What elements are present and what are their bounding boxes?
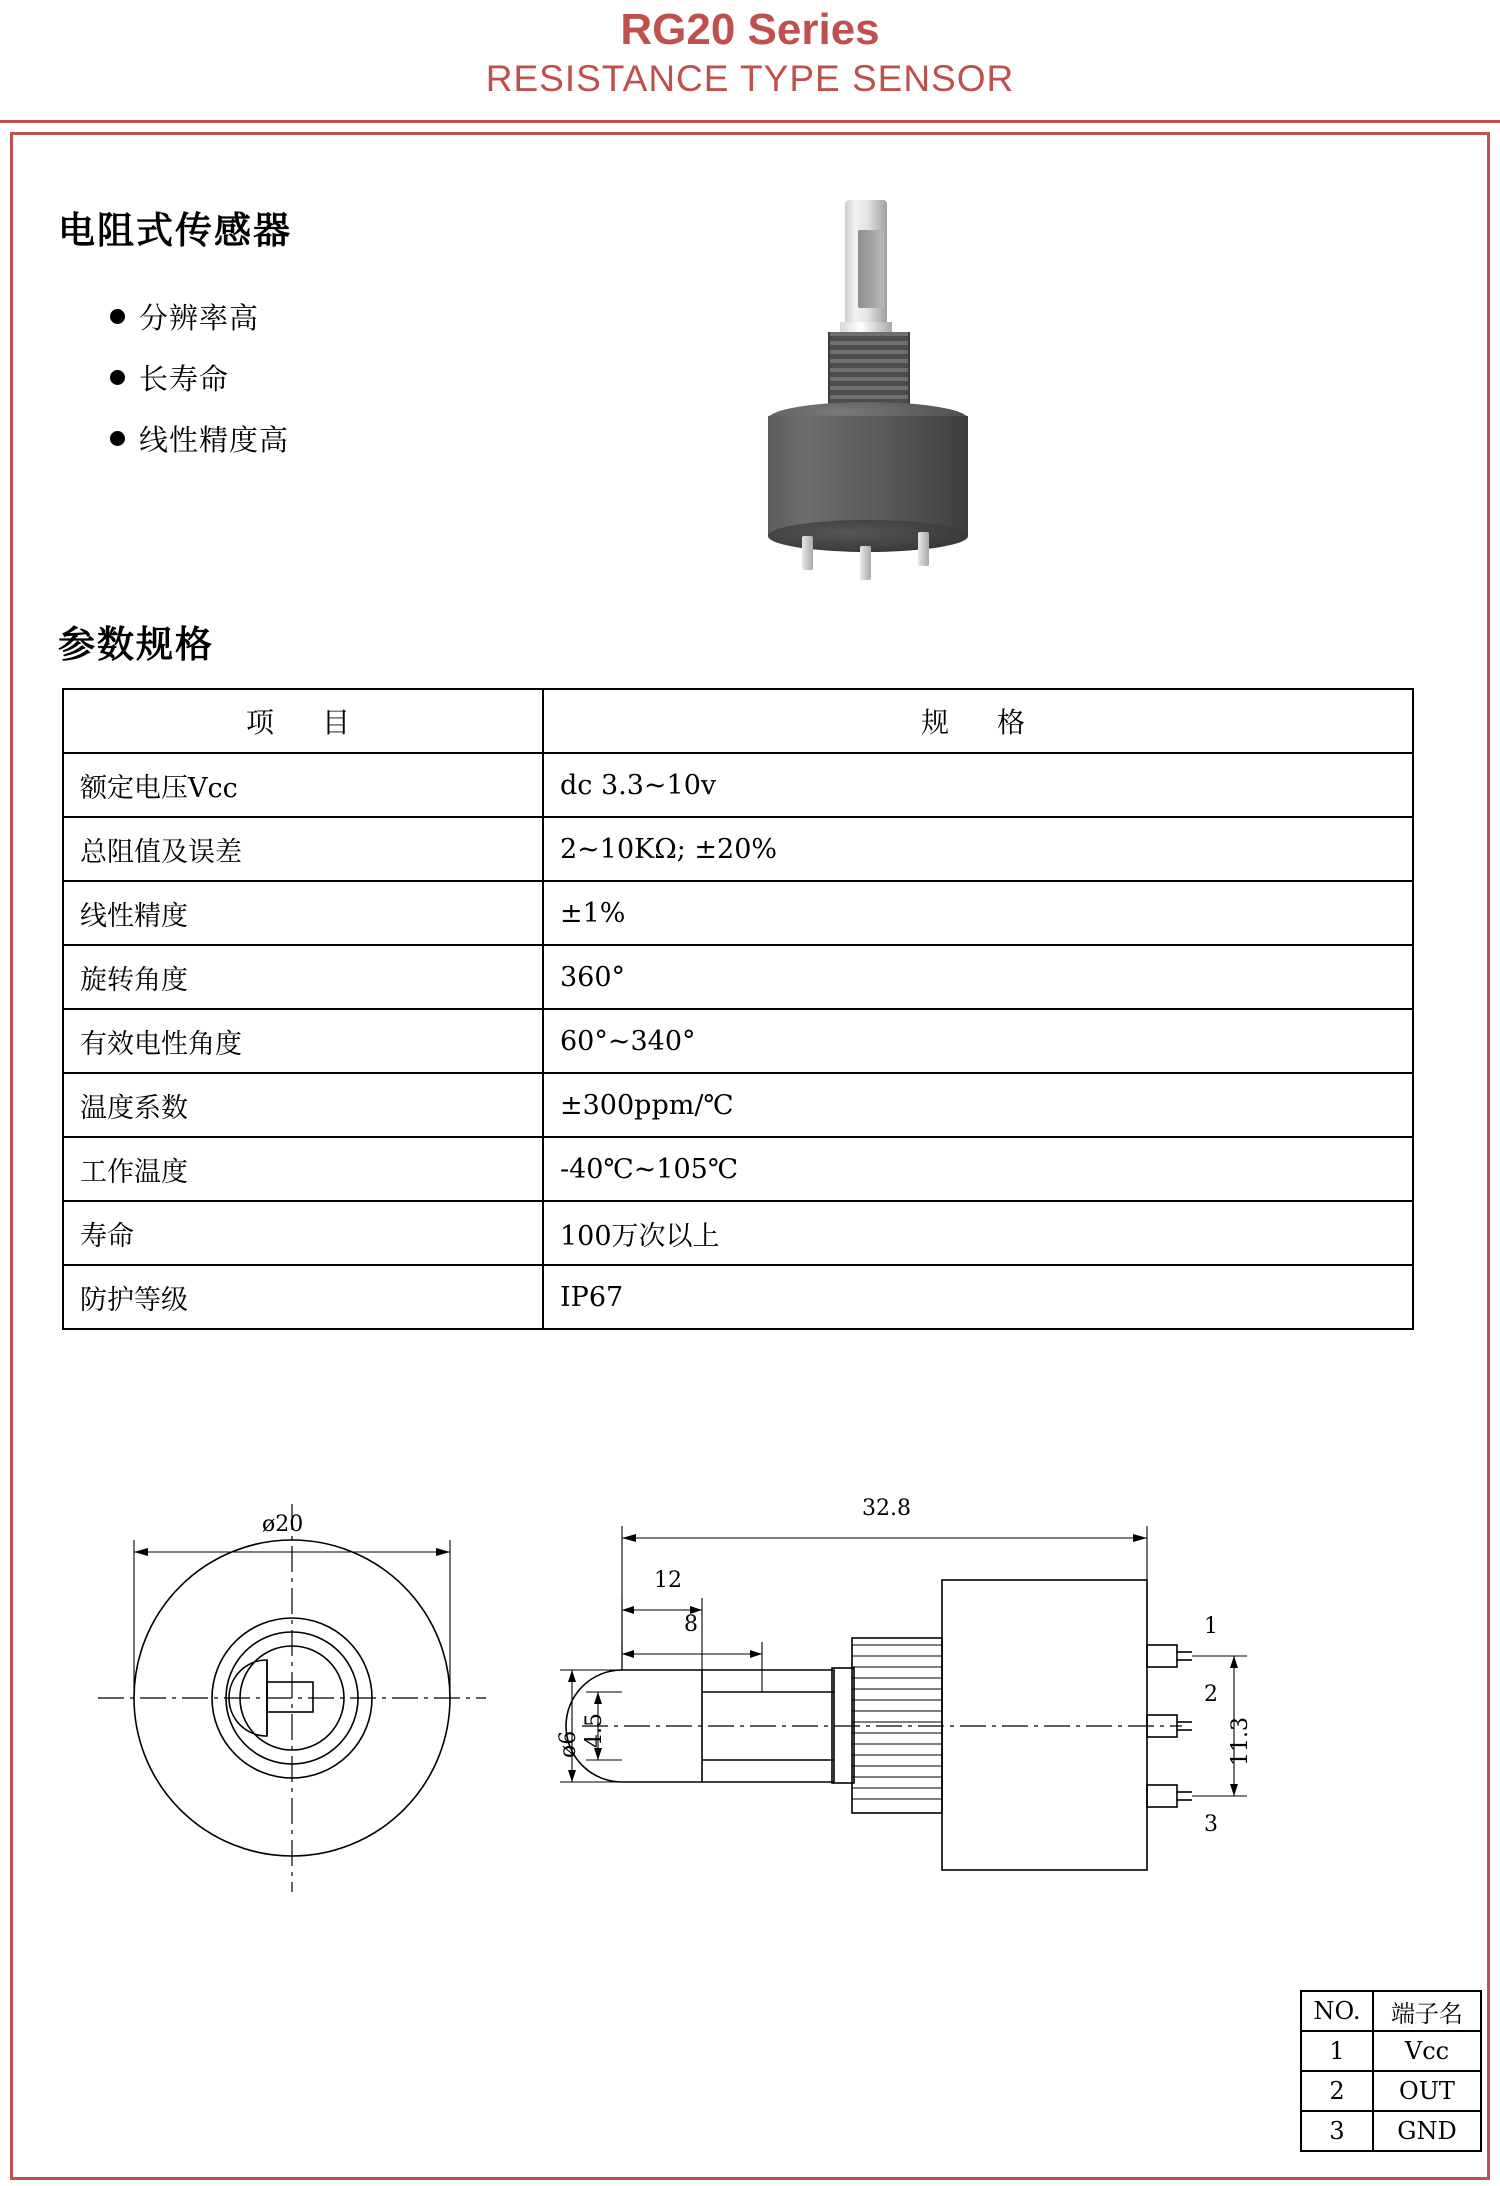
cell-item: 工作温度 xyxy=(63,1137,543,1201)
cell-no: 3 xyxy=(1301,2111,1373,2151)
feature-label: 分辨率高 xyxy=(139,301,260,335)
page-title: RG20 Series xyxy=(620,5,880,54)
feature-label: 线性精度高 xyxy=(139,423,290,457)
shaft-flat-part xyxy=(858,230,884,308)
table-row xyxy=(1301,2031,1481,2071)
terminal-number-2: 2 xyxy=(1204,1682,1218,1707)
table-row xyxy=(63,945,1413,1009)
cell-value: 60°~340° xyxy=(543,1009,1413,1073)
cell-item: 额定电压Vcc xyxy=(63,753,543,817)
header-divider xyxy=(0,120,1500,123)
table-row xyxy=(63,753,1413,817)
cell-item: 寿命 xyxy=(63,1201,543,1265)
table-row xyxy=(1301,2111,1481,2151)
cell-item: 总阻值及误差 xyxy=(63,817,543,881)
table-header-row xyxy=(1301,1991,1481,2031)
table-header-row xyxy=(63,689,1413,753)
column-header-terminal-name: 端子名 xyxy=(1373,1991,1481,2031)
page-header xyxy=(0,0,1500,120)
threaded-bushing-part xyxy=(828,332,910,410)
table-row xyxy=(1301,2071,1481,2111)
feature-list xyxy=(110,296,530,479)
terminal-name-table xyxy=(1300,1990,1482,2152)
terminal-pin xyxy=(918,532,929,566)
table-row xyxy=(63,1265,1413,1329)
product-name: 电阻式传感器 xyxy=(58,209,292,252)
technical-drawings xyxy=(62,1430,1422,1990)
cell-value: -40℃~105℃ xyxy=(543,1137,1413,1201)
column-header-item: 项 目 xyxy=(63,689,543,753)
dim-label-shaft-diameter: ø6 xyxy=(556,1730,581,1758)
dim-label-12: 12 xyxy=(654,1568,682,1593)
cell-value: 100万次以上 xyxy=(543,1201,1413,1265)
cell-value: ±300ppm/℃ xyxy=(543,1073,1413,1137)
cell-value: IP67 xyxy=(543,1265,1413,1329)
cell-value: 360° xyxy=(543,945,1413,1009)
dim-label-front-diameter: ø20 xyxy=(262,1512,304,1537)
cell-terminal-name: GND xyxy=(1373,2111,1481,2151)
terminal-pin xyxy=(802,536,813,570)
cell-value: ±1% xyxy=(543,881,1413,945)
cell-item: 有效电性角度 xyxy=(63,1009,543,1073)
cell-item: 防护等级 xyxy=(63,1265,543,1329)
dim-label-shaft-flat: 4.5 xyxy=(582,1713,607,1748)
list-item xyxy=(110,296,530,337)
bullet-dot-icon xyxy=(110,431,125,446)
table-row xyxy=(63,1201,1413,1265)
specification-table xyxy=(62,688,1414,1330)
feature-label: 长寿命 xyxy=(139,362,230,396)
dim-label-total-length: 32.8 xyxy=(862,1496,911,1521)
terminal-number-3: 3 xyxy=(1204,1812,1218,1837)
table-row xyxy=(63,1073,1413,1137)
cell-terminal-name: Vcc xyxy=(1373,2031,1481,2071)
bullet-dot-icon xyxy=(110,370,125,385)
cell-no: 1 xyxy=(1301,2031,1373,2071)
cell-value: 2~10KΩ; ±20% xyxy=(543,817,1413,881)
cell-item: 旋转角度 xyxy=(63,945,543,1009)
list-item xyxy=(110,357,530,398)
cell-no: 2 xyxy=(1301,2071,1373,2111)
terminal-number-1: 1 xyxy=(1204,1614,1218,1639)
column-header-spec: 规 格 xyxy=(543,689,1413,753)
dim-label-terminal-span: 11.3 xyxy=(1228,1717,1253,1766)
cell-item: 线性精度 xyxy=(63,881,543,945)
dim-label-8: 8 xyxy=(684,1612,698,1637)
table-row xyxy=(63,817,1413,881)
cell-value: dc 3.3~10v xyxy=(543,753,1413,817)
list-item xyxy=(110,418,530,459)
table-row xyxy=(63,1137,1413,1201)
cell-terminal-name: OUT xyxy=(1373,2071,1481,2111)
page-subtitle: RESISTANCE TYPE SENSOR xyxy=(485,58,1015,99)
side-body-block xyxy=(942,1580,1147,1870)
column-header-no: NO. xyxy=(1301,1991,1373,2031)
product-photo xyxy=(740,190,1040,640)
terminal-pin xyxy=(860,546,871,580)
cell-item: 温度系数 xyxy=(63,1073,543,1137)
body-cylinder xyxy=(768,416,968,536)
table-row xyxy=(63,1009,1413,1073)
spec-section-title: 参数规格 xyxy=(58,623,214,666)
table-row xyxy=(63,881,1413,945)
bullet-dot-icon xyxy=(110,309,125,324)
